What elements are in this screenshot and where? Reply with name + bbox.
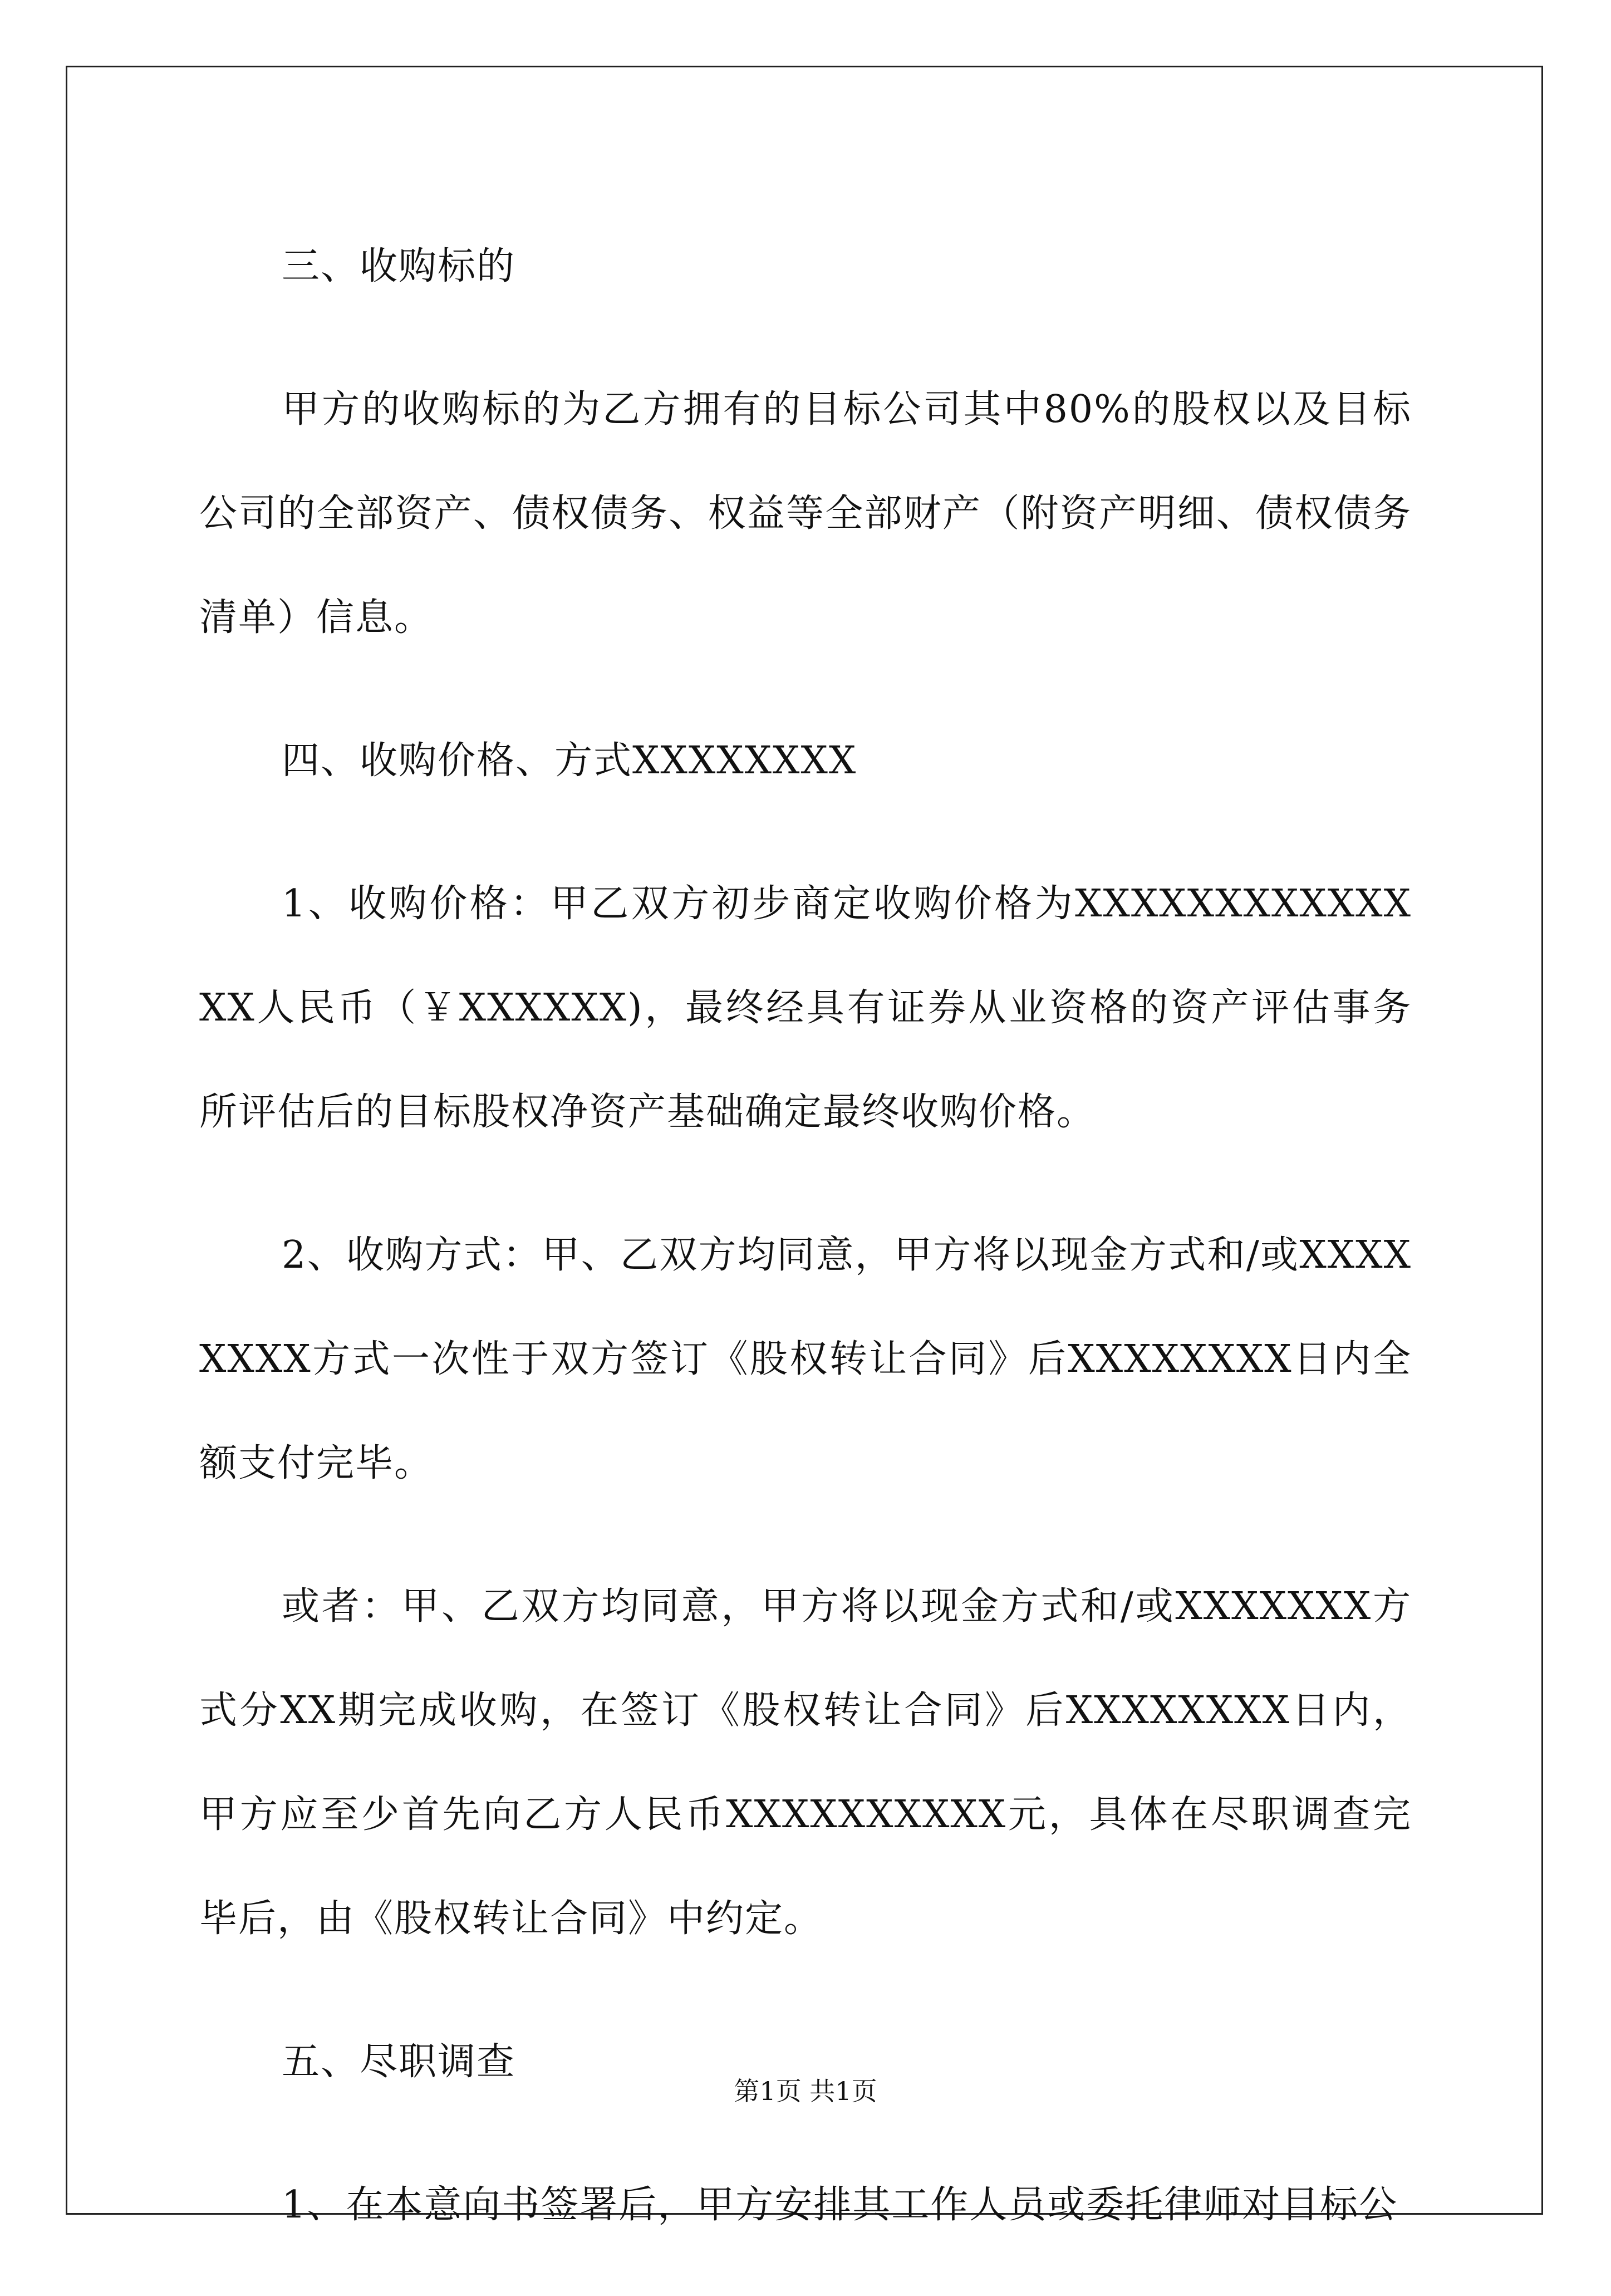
document-body: [199, 214, 1412, 2296]
paragraph-acquisition-method: 2、收购方式：甲、乙双方均同意，甲方将以现金方式和/或XXXXXXXX方式一次性于双方签订《股权转让合同》后XXXXXXXX日内全额支付完毕。: [199, 1233, 1412, 1485]
section-heading-price-method: 四、收购价格、方式XXXXXXXX: [282, 739, 857, 783]
paragraph-alternative-method: 或者：甲、乙双方均同意，甲方将以现金方式和/或XXXXXXX方式分XX期完成收购，在签订《股权转让合同》后XXXXXXXX日内，甲方应至少首先向乙方人民币XXXXXXXXXX元，具体在尽职调查完毕后，由《股权转让合同》中约定。: [199, 1584, 1412, 1941]
page-footer: 第1页 共1页: [734, 2076, 877, 2106]
section-heading-acquisition-target: 三、收购标的: [282, 244, 516, 288]
paragraph-acquisition-target: 甲方的收购标的为乙方拥有的目标公司其中80%的股权以及目标公司的全部资产、债权债务、权益等全部财产（附资产明细、债权债务清单）信息。: [199, 387, 1412, 640]
paragraph-due-diligence-1: 1、在本意向书签署后，甲方安排其工作人员或委托律师对目标公: [282, 2183, 1398, 2227]
section-heading-due-diligence: 五、尽职调查: [282, 2040, 516, 2084]
paragraph-acquisition-price: 1、收购价格：甲乙双方初步商定收购价格为XXXXXXXXXXXXXX人民币（￥XXXXXX)，最终经具有证券从业资格的资产评估事务所评估后的目标股权净资产基础确定最终收购价格。: [199, 882, 1412, 1134]
